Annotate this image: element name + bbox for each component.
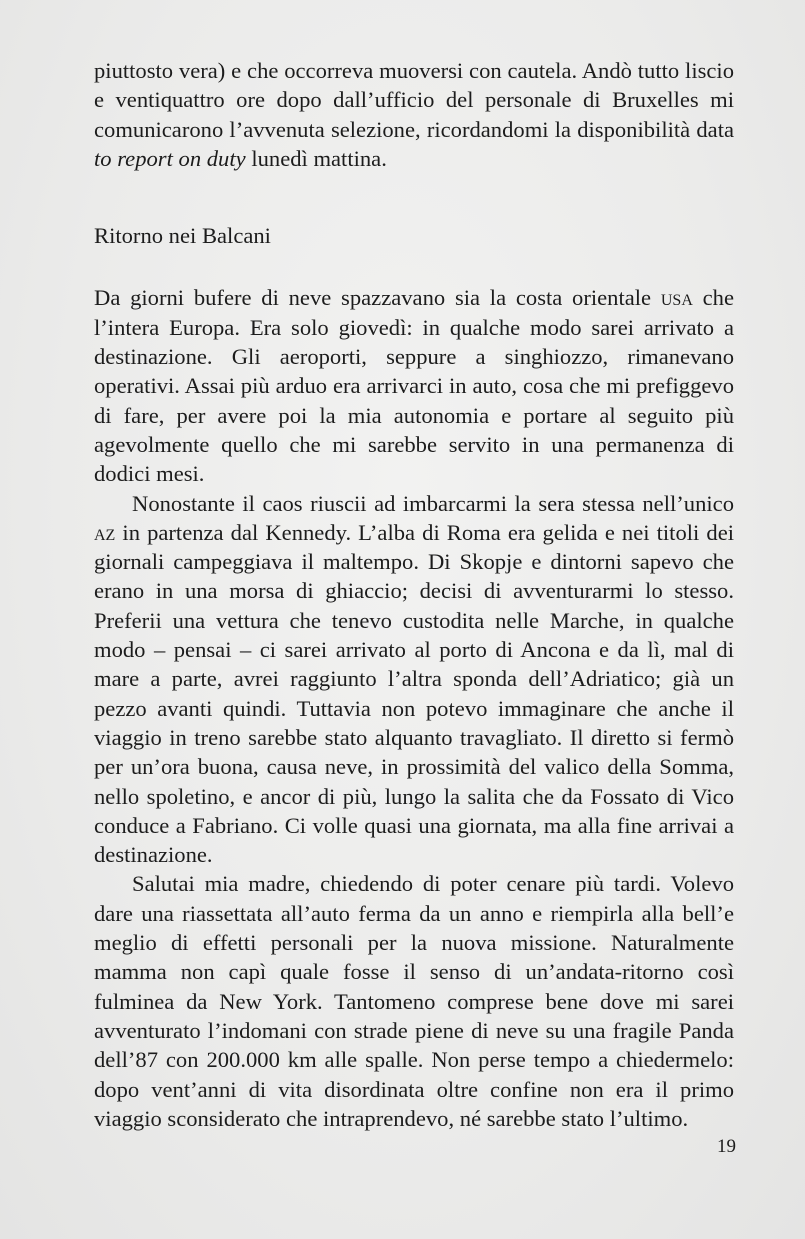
body-text	[94, 56, 734, 1133]
paragraph-3-text-1: Salutai mia madre, chiedendo di poter cenare più tardi. Volevo dare una riassettata all’auto ferma da un anno e riempirla alla bell’e meglio di effetti personali per la nuova missione. Naturalmente mamma non capì quale fosse il senso di un’andata-ritorno così fulminea da New York. Tantomeno comprese bene dove mi sarei avventurato l’indomani con strade piene di neve su una fragile Panda dell’87 con 200.000 km alle spalle. Non perse tempo a chiedermelo: dopo vent’anni di vita disordinata oltre confine non era il primo viaggio sconsiderato che intraprendevo, né sarebbe stato l’ultimo.	[94, 871, 734, 1131]
small-caps-az: az	[94, 519, 116, 545]
paragraph-3	[94, 869, 734, 1133]
paragraph-opening	[94, 56, 734, 173]
paragraph-opening-text-2: lunedì mattina.	[245, 145, 387, 171]
paragraph-2	[94, 489, 734, 870]
paragraph-1-text-2: che l’intera Europa. Era solo giovedì: in qualche modo sarei arrivato a destinazione. Gli aeroporti, seppure a singhiozzo, rimanevano operativi. Assai più arduo era arrivarci in auto, cosa che mi prefiggevo di fare, per avere poi la mia autonomia e portare al seguito più agevolmente quello che mi sarebbe servito in una permanenza di dodici mesi.	[94, 285, 734, 487]
paragraph-1	[94, 283, 734, 488]
paragraph-opening-text-1: piuttosto vera) e che occorreva muoversi con cautela. Andò tutto liscio e ventiquattro ore dopo dall’ufficio del personale di Bruxelles mi comunicarono l’avvenuta selezione, ricordandomi la disponibilità data	[94, 58, 734, 142]
paragraph-1-text-1: Da giorni bufere di neve spazzavano sia la costa orientale	[94, 285, 661, 311]
italic-phrase: to report on duty	[94, 145, 246, 171]
paragraph-2-text-1: Nonostante il caos riuscii ad imbarcarmi la sera stessa nell’unico	[132, 490, 734, 516]
paragraph-2-text-2: in partenza dal Kennedy. L’alba di Roma era gelida e nei titoli dei giornali campeggiava il maltempo. Di Skopje e dintorni sapevo che erano in una morsa di ghiaccio; decisi di avventurarmi lo stesso. Preferii una vettura che tenevo custodita nelle Marche, in qualche modo – pensai – ci sarei arrivato al porto di Ancona e da lì, mal di mare a parte, avrei raggiunto l’altra sponda dell’Adriatico; già un pezzo avanti quindi. Tuttavia non potevo immaginare che anche il viaggio in treno sarebbe stato alquanto travagliato. Il diretto si fermò per un’ora buona, causa neve, in prossimità del valico della Somma, nello spoletino, e ancor di più, lungo la salita che da Fossato di Vico conduce a Fabriano. Ci volle quasi una giornata, ma alla fine arrivai a destinazione.	[94, 519, 734, 868]
section-heading: Ritorno nei Balcani	[94, 223, 271, 249]
small-caps-usa: usa	[660, 285, 693, 311]
page-number: 19	[717, 1136, 736, 1157]
